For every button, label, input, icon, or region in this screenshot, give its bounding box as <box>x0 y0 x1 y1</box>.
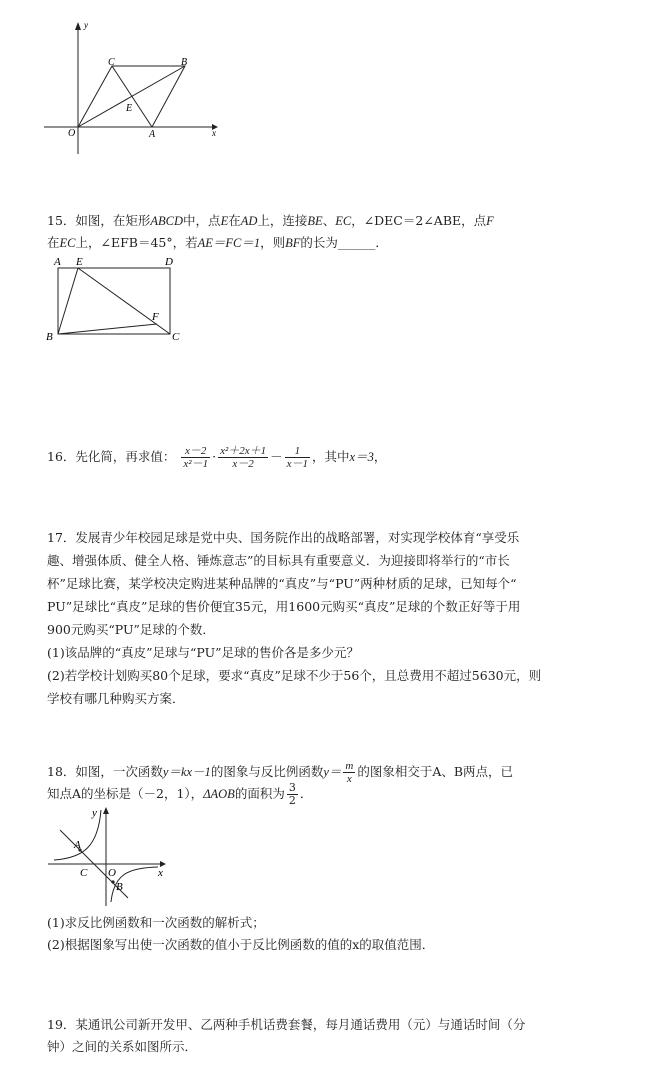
fig3-label-b: B <box>116 881 123 893</box>
fig3-label-o: O <box>108 867 116 879</box>
q18-fraction-m-x: $\frac{m}{x}$ <box>345 760 354 785</box>
fig1-label-o: O <box>68 128 76 139</box>
q17-line: (2)若学校计划购买80个足球，要求“真皮”足球不少于56个，且总费用不超过5630元，则 <box>47 668 542 683</box>
fig1-label-e: E <box>126 103 133 114</box>
q16-fraction-2: $\frac{\text{x²＋2x＋1}}{x-2}$ <box>220 445 267 470</box>
q17-line: 17．发展青少年校园足球是党中央、国务院作出的战略部署，对实现学校体育“享受乐 <box>47 530 520 545</box>
q18-sub-1: (1)求反比例函数和一次函数的解析式； <box>47 915 265 930</box>
fig2-label-e: E <box>76 256 83 268</box>
q15-line-1: 15．如图，在矩形ABCD中，点E在AD上，连接BE、EC，∠DEC＝2∠ABE，点F <box>47 213 494 228</box>
q19-line-1: 19．某通讯公司新开发甲、乙两种手机话费套餐，每月通话费用（元）与通话时间（分 <box>47 1017 526 1032</box>
q18-sub-2: (2)根据图象写出使一次函数的值小于反比例函数的值的x的取值范围． <box>47 937 435 952</box>
fig2-label-f: F <box>152 311 159 323</box>
q15-line-2: 在EC上，∠EFB＝45°，若AE＝FC＝1，则BF的长为______． <box>47 235 388 250</box>
q17-line: 杯”足球比赛，某学校决定购进某种品牌的“真皮”与“PU”两种材质的足球，已知每个“ <box>47 576 517 591</box>
fig2-label-d: D <box>165 256 173 268</box>
fig2-label-b: B <box>46 331 53 343</box>
q17-line: (1)该品牌的“真皮”足球与“PU”足球的售价各是多少元？ <box>47 645 359 660</box>
figure-rectangle <box>44 252 194 344</box>
q17-block <box>47 526 541 710</box>
figure-parallelogram <box>40 18 230 158</box>
q19-line-2: 钟）之间的关系如图所示． <box>47 1039 198 1054</box>
q17-line: 学校有哪几种购买方案． <box>47 691 185 706</box>
q17-line: PU”足球比“真皮”足球的售价便宜35元，用1600元购买“真皮”足球的个数正好等于用 <box>47 599 521 614</box>
q17-line: 趣、增强体质、健全人格、锤炼意志”的目标具有重要意义．为迎接即将举行的“市长 <box>47 553 510 568</box>
q16-line: 16．先化简，再求值： $\frac{x-2}{\text{x²－1}}$ · $\frac{\text{x²＋2x＋1}}{x-2}$ － $\frac{1}{x-1}$ ，其中x＝3， <box>47 445 387 470</box>
figure-function-graph <box>44 802 174 910</box>
fig3-label-x: x <box>158 867 163 879</box>
q16-fraction-1: $\frac{x-2}{\text{x²－1}}$ <box>183 445 209 470</box>
fig3-label-a: A <box>74 839 81 851</box>
q17-line: 900元购买“PU”足球的个数． <box>47 622 215 637</box>
fig3-label-y: y <box>92 807 97 819</box>
fig1-label-c: C <box>108 57 115 68</box>
q18-line-2: 知点A的坐标是（－2，1），ΔAOB的面积为 $\frac{3}{2}$ ． <box>47 781 313 807</box>
q18-fraction-area: $\frac{3}{2}$ <box>288 781 296 807</box>
fig2-label-a: A <box>54 256 61 268</box>
fig1-label-y: y <box>84 20 88 30</box>
fig1-label-x: x <box>212 128 216 138</box>
fig2-label-c: C <box>172 331 180 343</box>
fig1-label-a: A <box>149 129 156 140</box>
fig3-label-c: C <box>80 867 88 879</box>
q16-fraction-3: $\frac{1}{x-1}$ <box>286 445 309 470</box>
fig1-label-b: B <box>181 57 188 68</box>
q18-line-1: 18．如图，一次函数y＝kx－1的图象与反比例函数y＝ $\frac{m}{x}$ 的图象相交于A、B两点，已 <box>47 760 514 785</box>
